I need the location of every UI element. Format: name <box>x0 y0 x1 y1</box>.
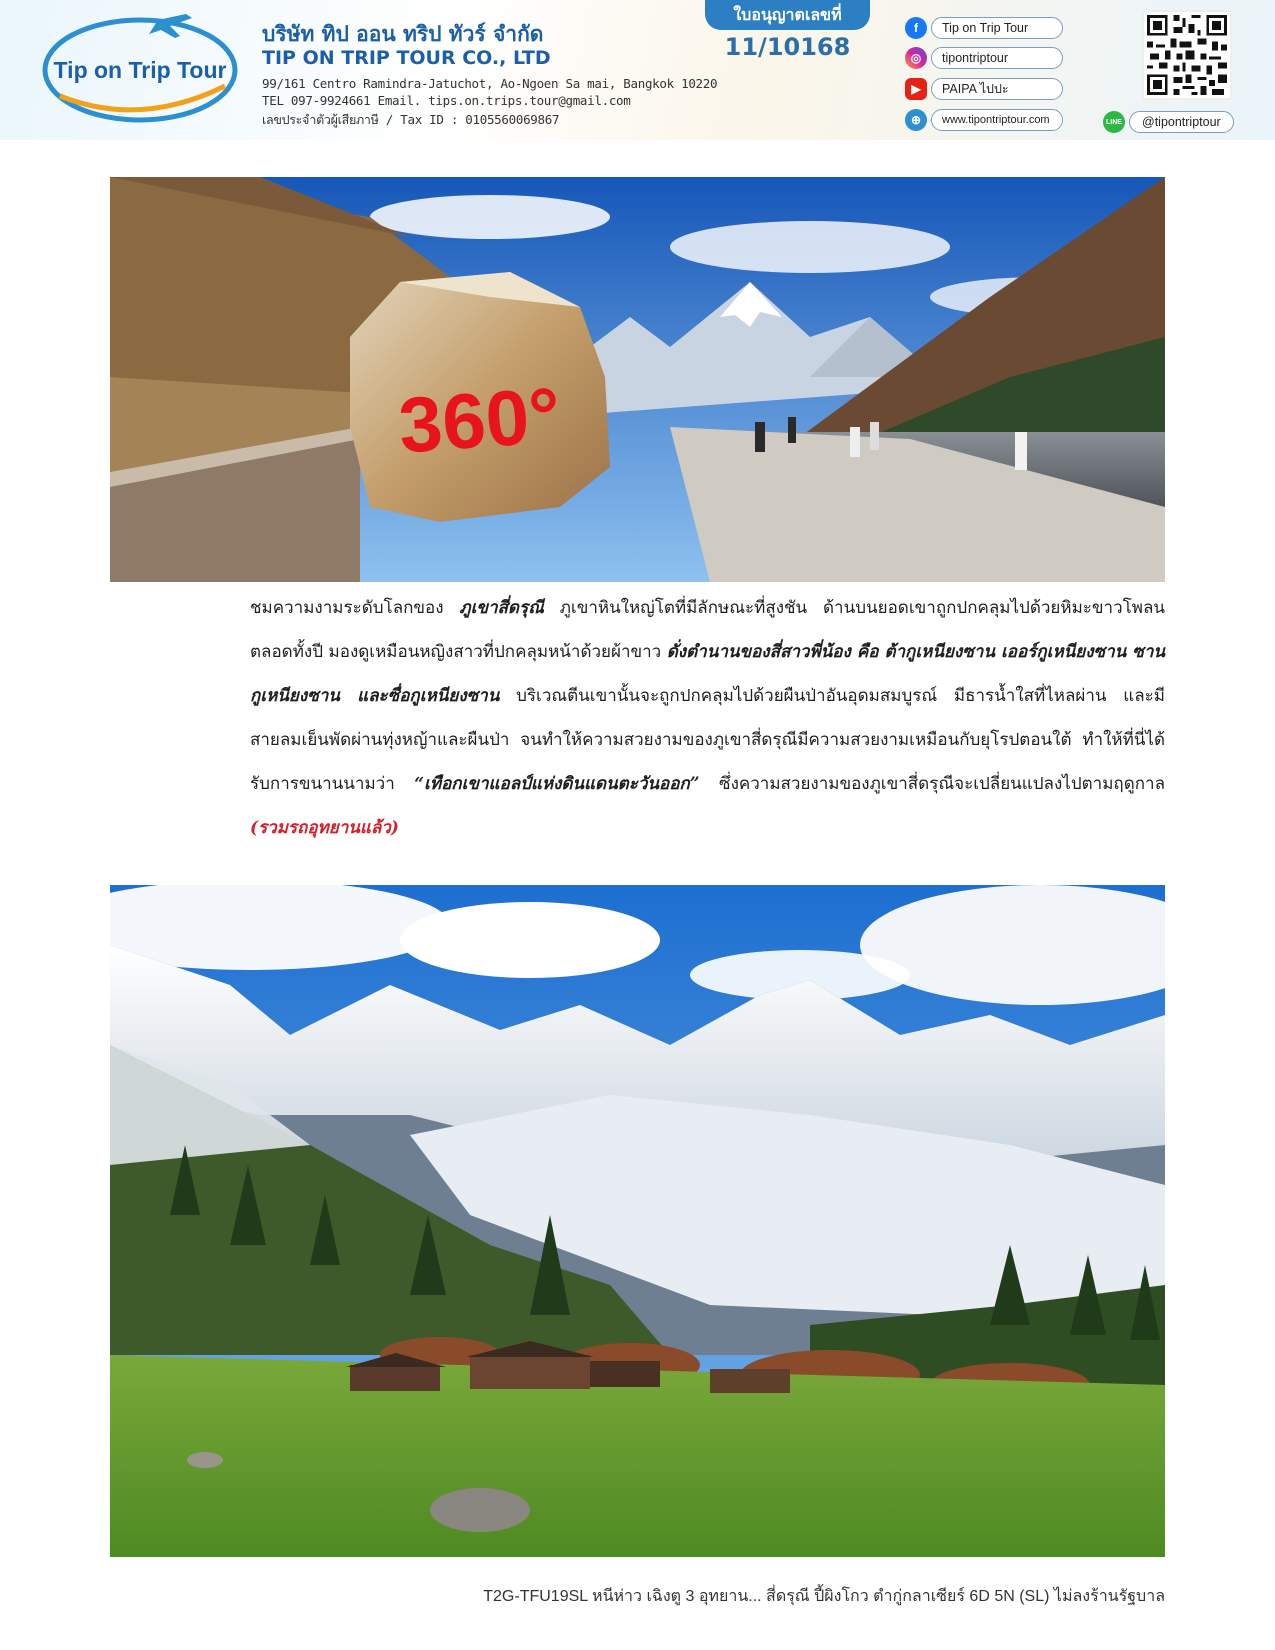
company-contact: TEL 097-9924661 Email. tips.on.trips.tour@gmail.com <box>262 93 631 108</box>
facebook-icon: f <box>905 17 927 39</box>
company-address: 99/161 Centro Ramindra-Jatuchot, Ao-Ngoen Sa mai, Bangkok 10220 <box>262 76 718 91</box>
social-facebook[interactable] <box>905 16 1063 40</box>
desc-text-4: ซึ่งความสวยงามของภูเขาสี่ดรุณีจะเปลี่ยนแปลงไปตามฤดูกาล <box>699 774 1165 794</box>
instagram-icon: ◎ <box>905 47 927 69</box>
tour-program-footer: T2G-TFU19SL หนีห่าว เฉิงตู 3 อุทยาน... สี่ดรุณี ปี้ผิงโกว ตำกู่กลาเซียร์ 6D 5N (SL) ไม่ลงร้านรัฐบาล <box>483 1588 1165 1605</box>
company-name-thai: บริษัท ทิป ออน ทริป ทัวร์ จำกัด <box>262 22 544 46</box>
mountain-road-photo <box>110 177 1165 582</box>
company-logo <box>40 8 240 126</box>
desc-highlight-legend: ดั่งตำนานของสี่สาวพี่น้อง คือ ต้ากูเหนียงซาน เออร์กูเหนียงซาน ซานกูเหนียงซาน และซื่อกูเหนียงซาน <box>250 642 1165 706</box>
desc-text-2: ภูเขาหินใหญ่โตที่มีลักษณะที่สูงชัน ด้านบนยอดเขาถูกปกคลุมไปด้วยหิมะขาวโพลนตลอดทั้งปี มองดูเหมือนหญิงสาวที่ปกคลุมหน้าด้วยผ้าขาว <box>250 598 1166 662</box>
letterhead <box>0 0 1275 140</box>
social-instagram[interactable] <box>905 46 1063 70</box>
line-label: @tipontriptour <box>1129 111 1234 133</box>
desc-text-3: บริเวณตีนเขานั้นจะถูกปกคลุมไปด้วยผืนป่าอันอุดมสมบูรณ์ มีธารน้ำใสที่ไหลผ่าน และมีสายลมเย็นพัดผ่านทุ่งหญ้าและผืนป่า จนทำให้ความสวยงามของภูเขาสี่ดรุณีมีความสวยงามเหมือนกับยุโรปตอนใต้ ทำให้ที่นี่ได้รับการขนานนามว่า <box>250 686 1165 794</box>
desc-park-bus-note: (รวมรถอุทยานแล้ว) <box>250 818 399 838</box>
desc-text-1: ชมความงามระดับโลกของ <box>250 598 460 618</box>
attraction-description <box>250 586 1165 850</box>
license-label: ใบอนุญาตเลขที่ <box>705 0 870 30</box>
youtube-label: PAIPA ไปปะ <box>931 78 1063 100</box>
logo-text: Tip on Trip Tour <box>53 57 227 83</box>
license-number: 11/10168 <box>724 33 851 61</box>
globe-icon: ⊕ <box>905 109 927 131</box>
sign-360-text: 360° <box>395 370 564 470</box>
social-website[interactable] <box>905 108 1063 132</box>
youtube-icon: ▶ <box>905 78 927 100</box>
company-name-english: TIP ON TRIP TOUR CO., LTD <box>262 47 551 69</box>
qr-code <box>1142 10 1232 100</box>
social-line[interactable] <box>1103 110 1234 134</box>
desc-highlight-alps: “เทือกเขาแอลป์แห่งดินแดนตะวันออก” <box>414 774 700 794</box>
desc-highlight-mountain: ภูเขาสี่ดรุณี <box>459 598 544 618</box>
company-tax-id: เลขประจำตัวผู้เสียภาษี / Tax ID : 0105560069867 <box>262 112 560 127</box>
social-youtube[interactable] <box>905 77 1063 101</box>
line-icon: LINE <box>1103 111 1125 133</box>
facebook-label: Tip on Trip Tour <box>931 17 1063 39</box>
website-label: www.tipontriptour.com <box>931 109 1063 131</box>
instagram-label: tipontriptour <box>931 47 1063 69</box>
snow-mountain-meadow-photo <box>110 885 1165 1557</box>
